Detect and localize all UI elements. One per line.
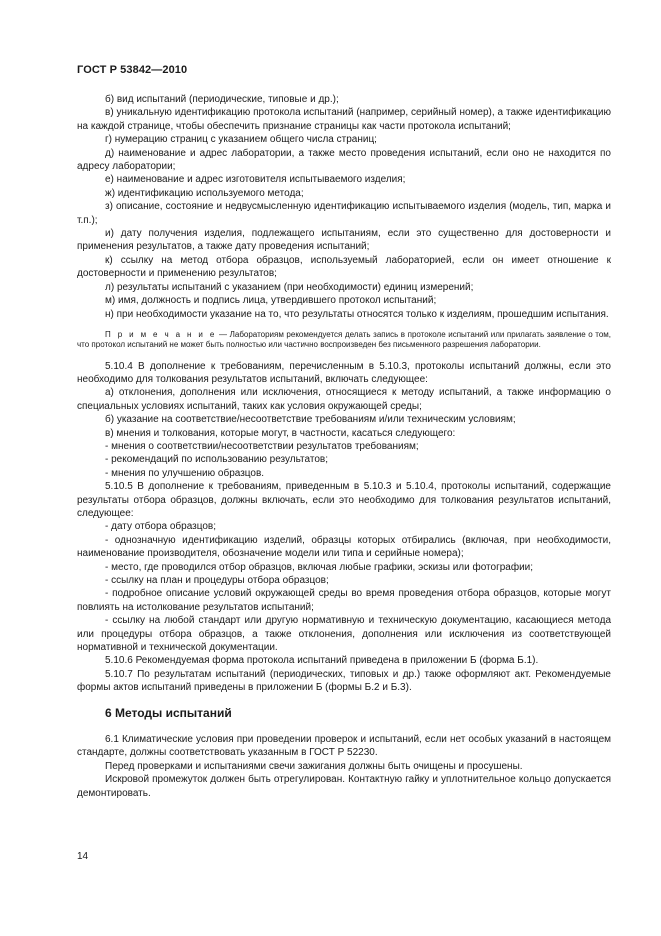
list-item: б) вид испытаний (периодические, типовые и др.);: [105, 94, 339, 105]
list-item: и) дату получения изделия, подлежащего испытаниям, если это существенно для достоверности и применения результатов, а также дату проведения испытаний;: [77, 228, 611, 253]
list-item: а) отклонения, дополнения или исключения, относящиеся к методу испытаний, а также информацию о специальных условиях испытаний, таких как условия окружающей среды;: [77, 387, 611, 412]
standard-header: ГОСТ Р 53842—2010: [77, 64, 188, 76]
list-item: б) указание на соответствие/несоответствие требованиям и/или техническим условиям;: [105, 414, 516, 426]
clause-5-10-6: 5.10.6 Рекомендуемая форма протокола испытаний приведена в приложении Б (форма Б.1).: [105, 655, 539, 667]
list-item: г) нумерацию страниц с указанием общего числа страниц;: [105, 134, 377, 146]
list-item: - место, где проводился отбор образцов, включая любые графики, эскизы или фотографии;: [105, 561, 534, 573]
clause-5-10-7: 5.10.7 По результатам испытаний (периодических, типовых и др.) также оформляют акт. Рекомендуемые формы актов испытаний приведены в приложении Б (формы Б.2 и Б.3).: [77, 668, 611, 694]
list-item: ж) идентификацию используемого метода;: [105, 187, 304, 199]
clause-5-10-5: 5.10.5 В дополнение к требованиям, приведенным в 5.10.3 и 5.10.4, протоколы испытаний, содержащие результаты отбора образцов, должны включать, если это необходимо для толкования результатов испытаний, следующее:: [77, 481, 611, 519]
list-item: - ссылку на план и процедуры отбора образцов;: [105, 575, 329, 586]
list-item: в) уникальную идентификацию протокола испытаний (например, серийный номер), а также идентификацию на каждой странице, чтобы обеспечить признание страницы как части протокола испытаний;: [77, 107, 611, 132]
list-item: м) имя, должность и подпись лица, утвердившего протокол испытаний;: [105, 295, 437, 307]
list-item: - мнения по улучшению образцов.: [105, 467, 265, 479]
list-item: - подробное описание условий окружающей среды во время проведения отбора образцов, которые могут повлиять на истолкование результатов испытаний;: [77, 588, 611, 613]
note-label: П р и м е ч а н и е: [105, 329, 217, 339]
list-item: з) описание, состояние и недвусмысленную идентификацию испытываемого изделия (модель, тип, марка и т.п.);: [77, 201, 611, 226]
list-item: - ссылку на любой стандарт или другую нормативную и техническую документацию, касающиеся метода или процедуры отбора образцов, а также отклонения, дополнения или исключения из соответствующей нормативной и технической документации.: [77, 615, 611, 654]
page-number: 14: [77, 851, 89, 862]
clause-5-10-4: 5.10.4 В дополнение к требованиям, перечисленным в 5.10.3, протоколы испытаний должны, если это необходимо для толкования результатов испытаний, включать следующее:: [77, 360, 611, 385]
note-text: — Лабораториям рекомендуется делать запись в протоколе испытаний или прилагать заявление о том, что протокол испытаний не может быть полностью или частично воспроизведен без письменного разрешения лаборатории.: [77, 329, 611, 350]
paragraph: Перед проверками и испытаниями свечи зажигания должны быть очищены и просушены.: [105, 760, 523, 772]
list-item: д) наименование и адрес лаборатории, а также место проведения испытаний, если оно не находится по адресу лаборатории;: [77, 147, 611, 173]
list-item: - рекомендаций по использованию результатов;: [105, 454, 328, 466]
section-heading: 6 Методы испытаний: [105, 705, 232, 720]
list-item: е) наименование и адрес изготовителя испытываемого изделия;: [105, 174, 406, 186]
clause-6-1: 6.1 Климатические условия при проведении проверок и испытаний, если нет особых указаний в настоящем стандарте, должны соответствовать указанным в ГОСТ Р 52230.: [77, 734, 611, 759]
list-item: - дату отбора образцов;: [105, 521, 217, 533]
list-item: л) результаты испытаний с указанием (при необходимости) единиц измерений;: [105, 281, 474, 293]
list-item: к) ссылку на метод отбора образцов, используемый лабораторией, если он имеет отношение к достоверности и применению результатов;: [77, 254, 611, 280]
list-item: н) при необходимости указание на то, что результаты относятся только к изделиям, прошедшим испытания.: [105, 308, 609, 320]
paragraph: Искровой промежуток должен быть отрегулирован. Контактную гайку и уплотнительное кольцо допускается демонтировать.: [77, 774, 611, 799]
list-item: - однозначную идентификацию изделий, образцы которых отбирались (включая, при необходимости, наименование производителя, обозначение модели или типа и серийные номера);: [77, 534, 611, 560]
page-content: [77, 93, 611, 800]
list-item: в) мнения и толкования, которые могут, в частности, касаться следующего:: [105, 427, 456, 439]
list-item: - мнения о соответствии/несоответствии результатов требованиям;: [105, 440, 419, 452]
note-paragraph: [77, 330, 611, 351]
